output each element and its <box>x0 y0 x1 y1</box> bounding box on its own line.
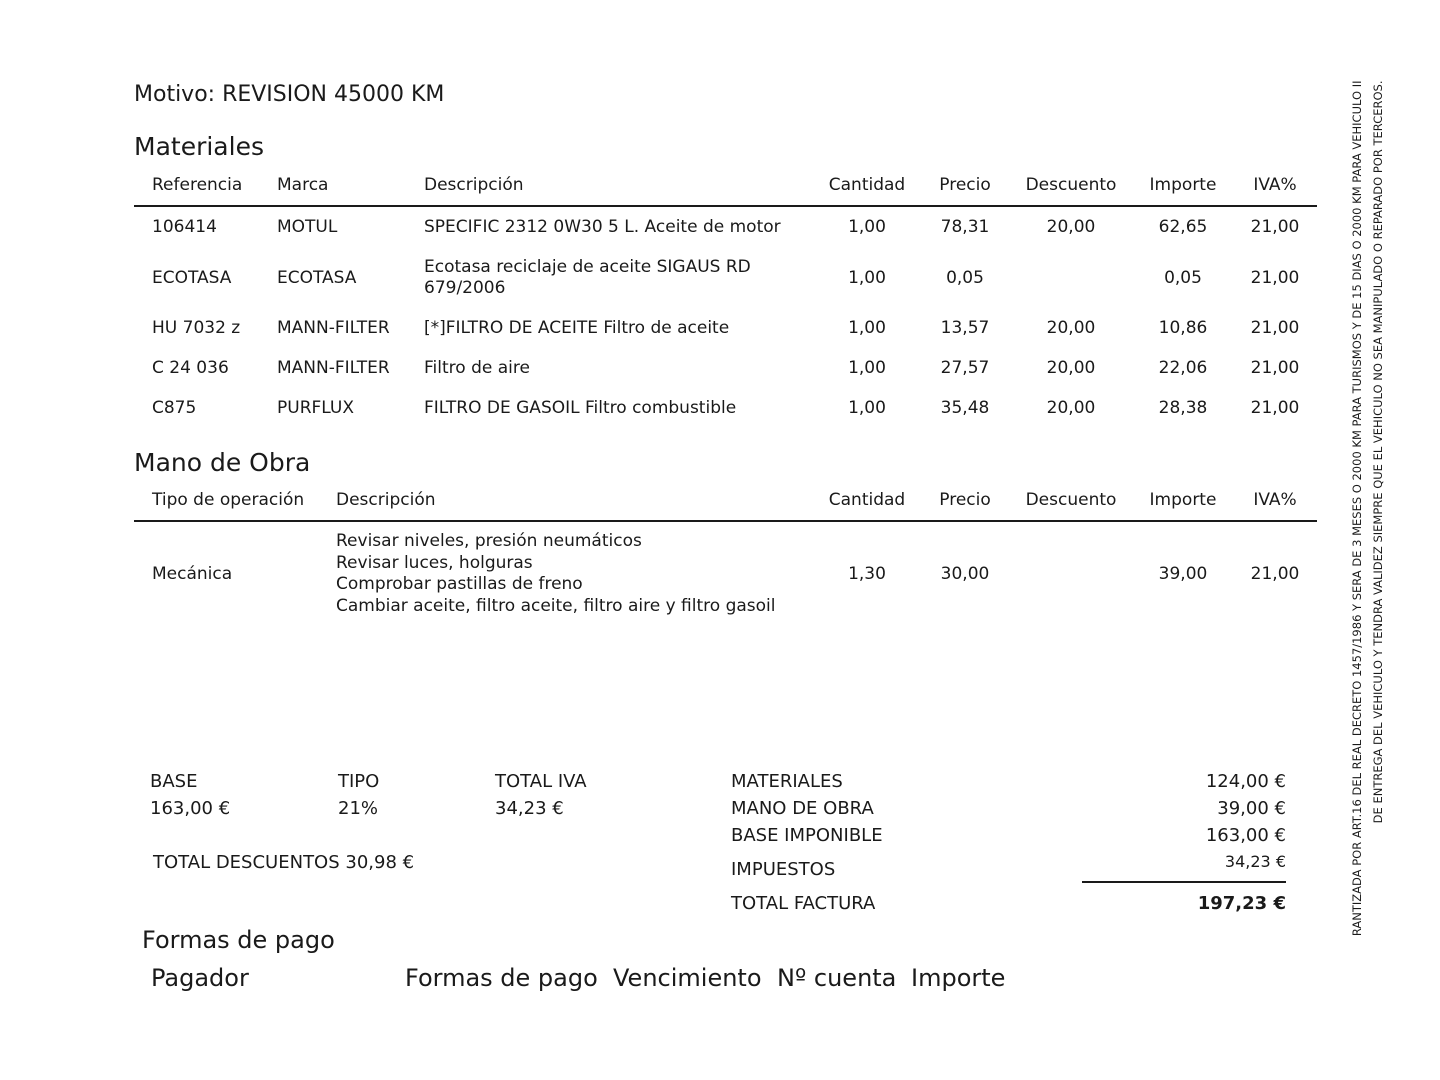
mano-obra-title: Mano de Obra <box>134 448 311 477</box>
cell-importe: 10,86 <box>1158 318 1208 338</box>
total-iva-value: 34,23 € <box>495 798 564 819</box>
vencimiento-header: Vencimiento <box>613 964 762 992</box>
side-note-line-2: DE ENTREGA DEL VEHICULO Y TENDRA VALIDEZ SIEMPRE QUE EL VEHICULO NO SEA MANIPULADO O REPARADO POR TERCEROS. <box>1371 80 1385 823</box>
base-imponible-label: BASE IMPONIBLE <box>731 825 883 846</box>
desc-line: Cambiar aceite, filtro aceite, filtro aire y filtro gasoil <box>336 595 776 616</box>
desc-line: Revisar luces, holguras <box>336 552 533 573</box>
materiales-total-value: 124,00 € <box>1205 771 1286 792</box>
formas-header: Formas de pago <box>405 964 598 992</box>
header-descripcion: Descripción <box>336 490 436 510</box>
base-value: 163,00 € <box>150 798 231 819</box>
cell-marca: MANN-FILTER <box>277 358 390 378</box>
cell-precio: 78,31 <box>940 217 990 237</box>
cell-precio: 13,57 <box>940 318 990 338</box>
header-iva: IVA% <box>1253 490 1297 510</box>
cell-ref: C875 <box>152 398 197 418</box>
cell-ref: HU 7032 z <box>152 318 241 338</box>
cell-marca: PURFLUX <box>277 398 354 418</box>
base-label: BASE <box>150 771 198 792</box>
cell-marca: MANN-FILTER <box>277 318 390 338</box>
materiales-header-rule <box>134 205 1317 207</box>
tipo-label: TIPO <box>338 771 380 792</box>
cell-iva: 21,00 <box>1250 398 1300 418</box>
header-precio: Precio <box>939 490 991 510</box>
cell-iva: 21,00 <box>1250 268 1300 288</box>
header-iva: IVA% <box>1253 175 1297 195</box>
cell-iva: 21,00 <box>1250 217 1300 237</box>
cell-desc: Ecotasa reciclaje de aceite SIGAUS RD 679/2006 <box>424 257 751 298</box>
impuestos-label: IMPUESTOS <box>731 859 836 880</box>
cell-cantidad: 1,00 <box>848 318 886 338</box>
materiales-title: Materiales <box>134 132 264 161</box>
header-importe: Importe <box>1149 490 1217 510</box>
header-descuento: Descuento <box>1025 490 1117 510</box>
cell-precio: 0,05 <box>946 268 984 288</box>
cell-desc: Filtro de aire <box>424 358 530 378</box>
header-cantidad: Cantidad <box>828 175 906 195</box>
cell-importe: 0,05 <box>1164 268 1202 288</box>
cell-cantidad: 1,00 <box>848 358 886 378</box>
cell-ref: ECOTASA <box>152 268 232 288</box>
total-rule <box>1082 881 1286 883</box>
motivo-title: Motivo: REVISION 45000 KM <box>134 82 445 107</box>
cell-descuento: 20,00 <box>1046 217 1096 237</box>
cell-iva: 21,00 <box>1250 318 1300 338</box>
cell-importe: 28,38 <box>1158 398 1208 418</box>
cell-cantidad: 1,00 <box>848 398 886 418</box>
header-importe: Importe <box>1149 175 1217 195</box>
mano-obra-total-label: MANO DE OBRA <box>731 798 874 819</box>
desc-line: Comprobar pastillas de freno <box>336 574 583 594</box>
cell-importe: 22,06 <box>1158 358 1208 378</box>
header-tipo: Tipo de operación <box>152 490 305 510</box>
desc-line: Revisar niveles, presión neumáticos <box>336 531 642 551</box>
base-imponible-value: 163,00 € <box>1205 825 1286 846</box>
impuestos-value: 34,23 € <box>1224 852 1286 871</box>
cell-precio: 27,57 <box>940 358 990 378</box>
pagador-header: Pagador <box>151 964 249 992</box>
cell-descuento: 20,00 <box>1046 318 1096 338</box>
cell-cantidad: 1,30 <box>848 564 886 584</box>
header-precio: Precio <box>939 175 991 195</box>
side-note-line-1: RANTIZADA POR ART.16 DEL REAL DECRETO 1457/1986 Y SERA DE 3 MESES O 2000 KM PARA TURISMOS Y DE 15 DIAS O 2000 KM PARA VEHICULO II <box>1350 80 1364 936</box>
header-cantidad: Cantidad <box>828 490 906 510</box>
total-iva-label: TOTAL IVA <box>495 771 587 792</box>
cell-descuento: 20,00 <box>1046 398 1096 418</box>
total-factura-value: 197,23 € <box>1197 893 1286 914</box>
cell-desc: SPECIFIC 2312 0W30 5 L. Aceite de motor <box>424 217 781 237</box>
mano-obra-header-rule <box>134 520 1317 522</box>
header-descuento: Descuento <box>1025 175 1117 195</box>
cell-marca: ECOTASA <box>277 268 357 288</box>
cell-iva: 21,00 <box>1250 358 1300 378</box>
total-descuentos: TOTAL DESCUENTOS 30,98 € <box>153 852 415 873</box>
mano-obra-total-value: 39,00 € <box>1217 798 1286 819</box>
cell-ref: 106414 <box>152 217 217 237</box>
header-referencia: Referencia <box>152 175 243 195</box>
importe-header: Importe <box>911 964 1006 992</box>
cell-tipo: Mecánica <box>152 564 233 584</box>
materiales-total-label: MATERIALES <box>731 771 843 792</box>
cell-desc <box>336 531 775 617</box>
cell-desc: FILTRO DE GASOIL Filtro combustible <box>424 398 737 418</box>
cell-precio: 35,48 <box>940 398 990 418</box>
cell-cantidad: 1,00 <box>848 217 886 237</box>
formas-pago-title: Formas de pago <box>142 926 335 954</box>
header-descripcion: Descripción <box>424 175 524 195</box>
tipo-value: 21% <box>338 798 379 819</box>
cuenta-header: Nº cuenta <box>777 964 897 992</box>
cell-importe: 62,65 <box>1158 217 1208 237</box>
cell-precio: 30,00 <box>940 564 990 584</box>
cell-marca: MOTUL <box>277 217 338 237</box>
header-marca: Marca <box>277 175 329 195</box>
side-legal-note <box>1343 80 1393 995</box>
cell-ref: C 24 036 <box>152 358 229 378</box>
cell-importe: 39,00 <box>1158 564 1208 584</box>
cell-desc: [*]FILTRO DE ACEITE Filtro de aceite <box>424 318 730 338</box>
cell-descuento: 20,00 <box>1046 358 1096 378</box>
cell-cantidad: 1,00 <box>848 268 886 288</box>
total-factura-label: TOTAL FACTURA <box>731 893 876 914</box>
cell-iva: 21,00 <box>1250 564 1300 584</box>
